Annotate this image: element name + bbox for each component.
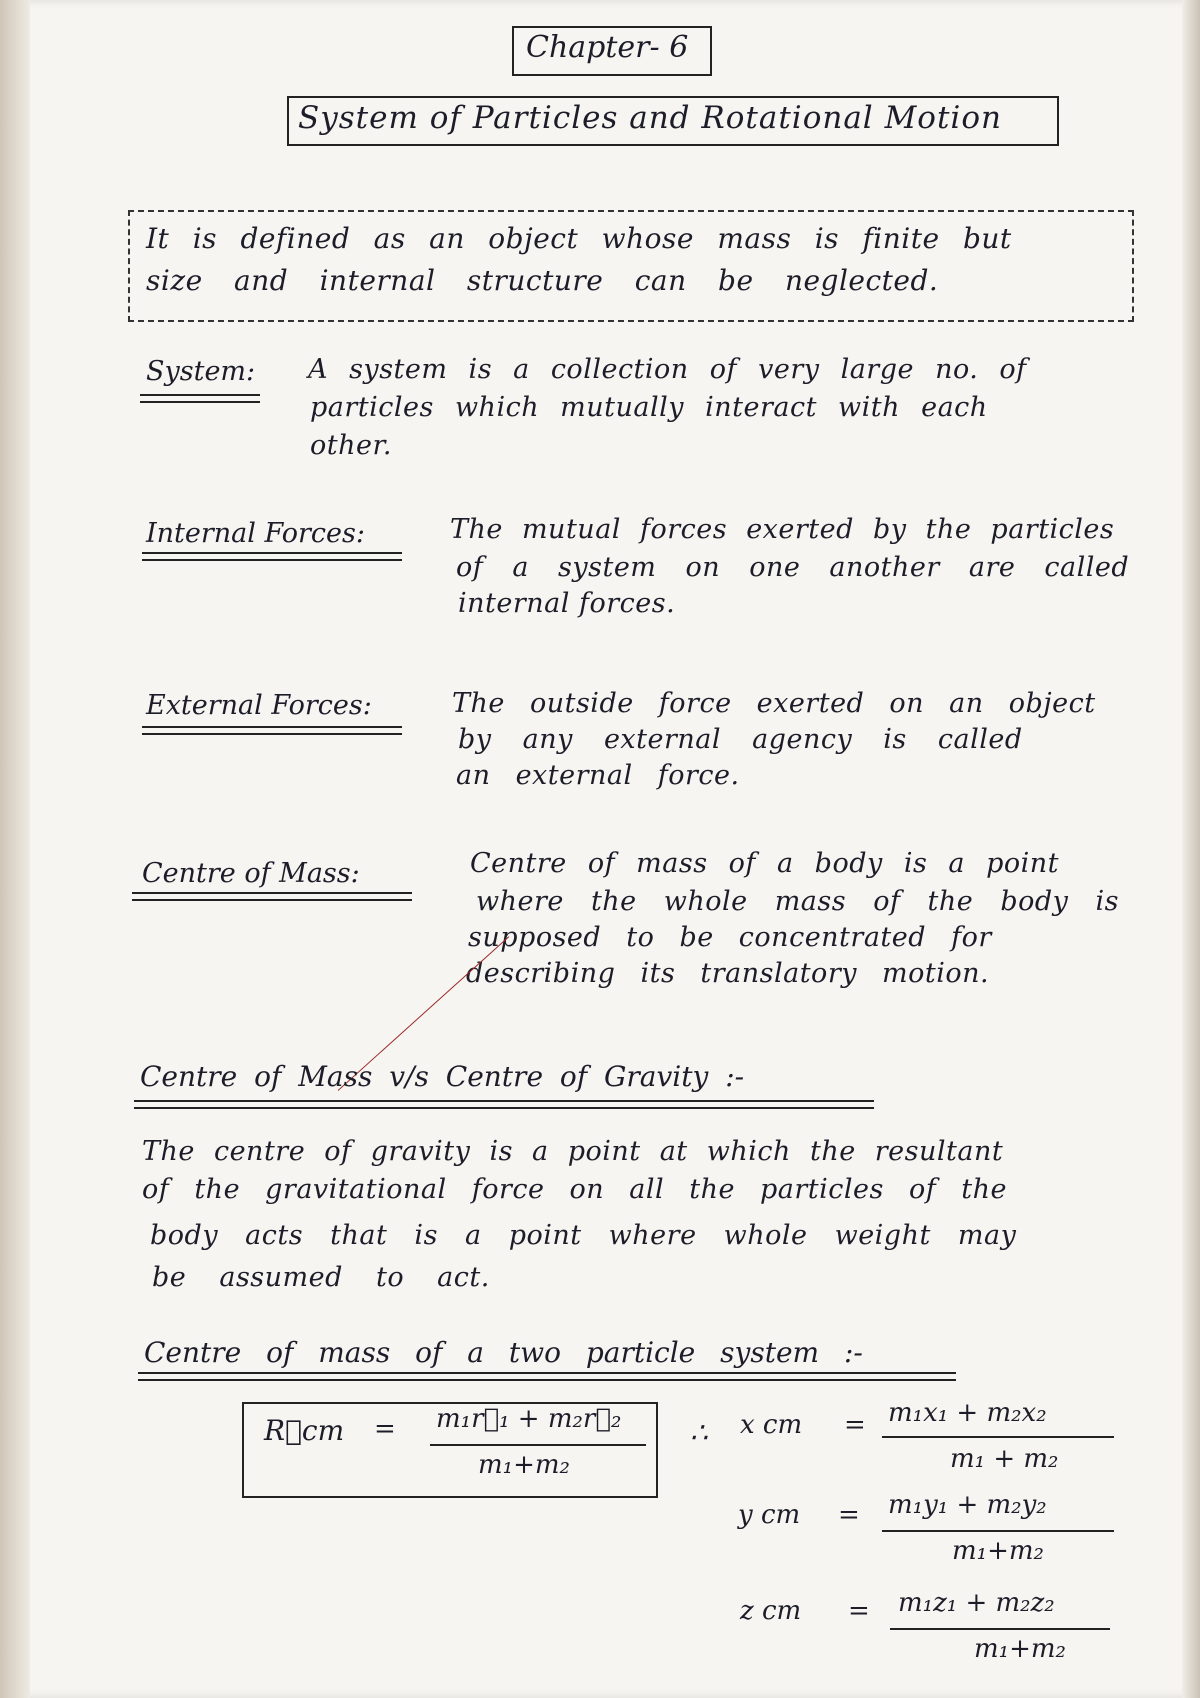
term-internal-underline bbox=[142, 552, 402, 561]
internal-line-3: internal forces. bbox=[458, 588, 676, 619]
term-external-underline bbox=[142, 726, 402, 735]
ycm-numerator: m₁y₁ + m₂y₂ bbox=[888, 1490, 1047, 1520]
definition-line-2: size and internal structure can be neglected. bbox=[146, 264, 939, 297]
term-system-underline bbox=[140, 394, 260, 403]
internal-line-1: The mutual forces exerted by the particles bbox=[450, 514, 1115, 545]
com-vs-cog-heading: Centre of Mass v/s Centre of Gravity :- bbox=[140, 1060, 745, 1093]
cog-line-3: body acts that is a point where whole weight may bbox=[150, 1220, 1017, 1251]
xcm-fraction-bar bbox=[882, 1436, 1114, 1438]
two-particle-underline bbox=[138, 1372, 956, 1381]
ycm-denominator: m₁+m₂ bbox=[952, 1536, 1044, 1566]
xcm-denominator: m₁ + m₂ bbox=[950, 1444, 1059, 1474]
definition-line-1: It is defined as an object whose mass is finite but bbox=[146, 222, 1012, 255]
rcm-lhs: R⃗cm bbox=[264, 1414, 345, 1447]
ycm-equals: = bbox=[838, 1500, 860, 1530]
term-external-forces: External Forces: bbox=[146, 690, 372, 721]
cog-line-2: of the gravitational force on all the particles of the bbox=[142, 1174, 1008, 1205]
external-line-2: by any external agency is called bbox=[458, 724, 1023, 755]
page-right-edge bbox=[1182, 0, 1200, 1698]
zcm-fraction-bar bbox=[890, 1628, 1110, 1630]
external-line-1: The outside force exerted on an object bbox=[452, 688, 1096, 719]
therefore-symbol: ∴ bbox=[690, 1416, 708, 1449]
rcm-denominator: m₁+m₂ bbox=[478, 1450, 570, 1480]
com-line-2: where the whole mass of the body is bbox=[476, 886, 1119, 917]
ycm-lhs: y cm bbox=[738, 1500, 801, 1530]
term-centre-of-mass: Centre of Mass: bbox=[142, 858, 360, 889]
internal-line-2: of a system on one another are called bbox=[456, 552, 1130, 583]
cog-line-4: be assumed to act. bbox=[152, 1262, 490, 1293]
cog-line-1: The centre of gravity is a point at which the resultant bbox=[142, 1136, 1004, 1167]
page-binding-edge bbox=[0, 0, 30, 1698]
page-title: System of Particles and Rotational Motion bbox=[298, 100, 1002, 136]
zcm-denominator: m₁+m₂ bbox=[974, 1634, 1066, 1664]
two-particle-heading: Centre of mass of a two particle system :- bbox=[144, 1336, 863, 1369]
xcm-numerator: m₁x₁ + m₂x₂ bbox=[888, 1398, 1047, 1428]
com-line-4: describing its translatory motion. bbox=[466, 958, 990, 989]
xcm-equals: = bbox=[844, 1410, 866, 1440]
rcm-fraction-bar bbox=[430, 1444, 646, 1446]
com-vs-cog-underline bbox=[134, 1100, 874, 1109]
term-internal-forces: Internal Forces: bbox=[146, 518, 365, 549]
ycm-fraction-bar bbox=[882, 1530, 1114, 1532]
zcm-lhs: z cm bbox=[740, 1596, 802, 1626]
system-line-2: particles which mutually interact with each bbox=[310, 392, 988, 423]
com-line-3: supposed to be concentrated for bbox=[468, 922, 992, 953]
zcm-numerator: m₁z₁ + m₂z₂ bbox=[898, 1588, 1055, 1618]
xcm-lhs: x cm bbox=[740, 1410, 803, 1440]
chapter-label: Chapter- 6 bbox=[526, 30, 689, 65]
system-line-3: other. bbox=[310, 430, 392, 461]
term-system: System: bbox=[146, 356, 256, 387]
term-com-underline bbox=[132, 892, 412, 901]
external-line-3: an external force. bbox=[456, 760, 740, 791]
zcm-equals: = bbox=[848, 1596, 870, 1626]
com-line-1: Centre of mass of a body is a point bbox=[470, 848, 1060, 879]
system-line-1: A system is a collection of very large no. of bbox=[308, 354, 1027, 385]
rcm-equals: = bbox=[374, 1414, 396, 1444]
rcm-numerator: m₁r⃗₁ + m₂r⃗₂ bbox=[436, 1404, 622, 1434]
